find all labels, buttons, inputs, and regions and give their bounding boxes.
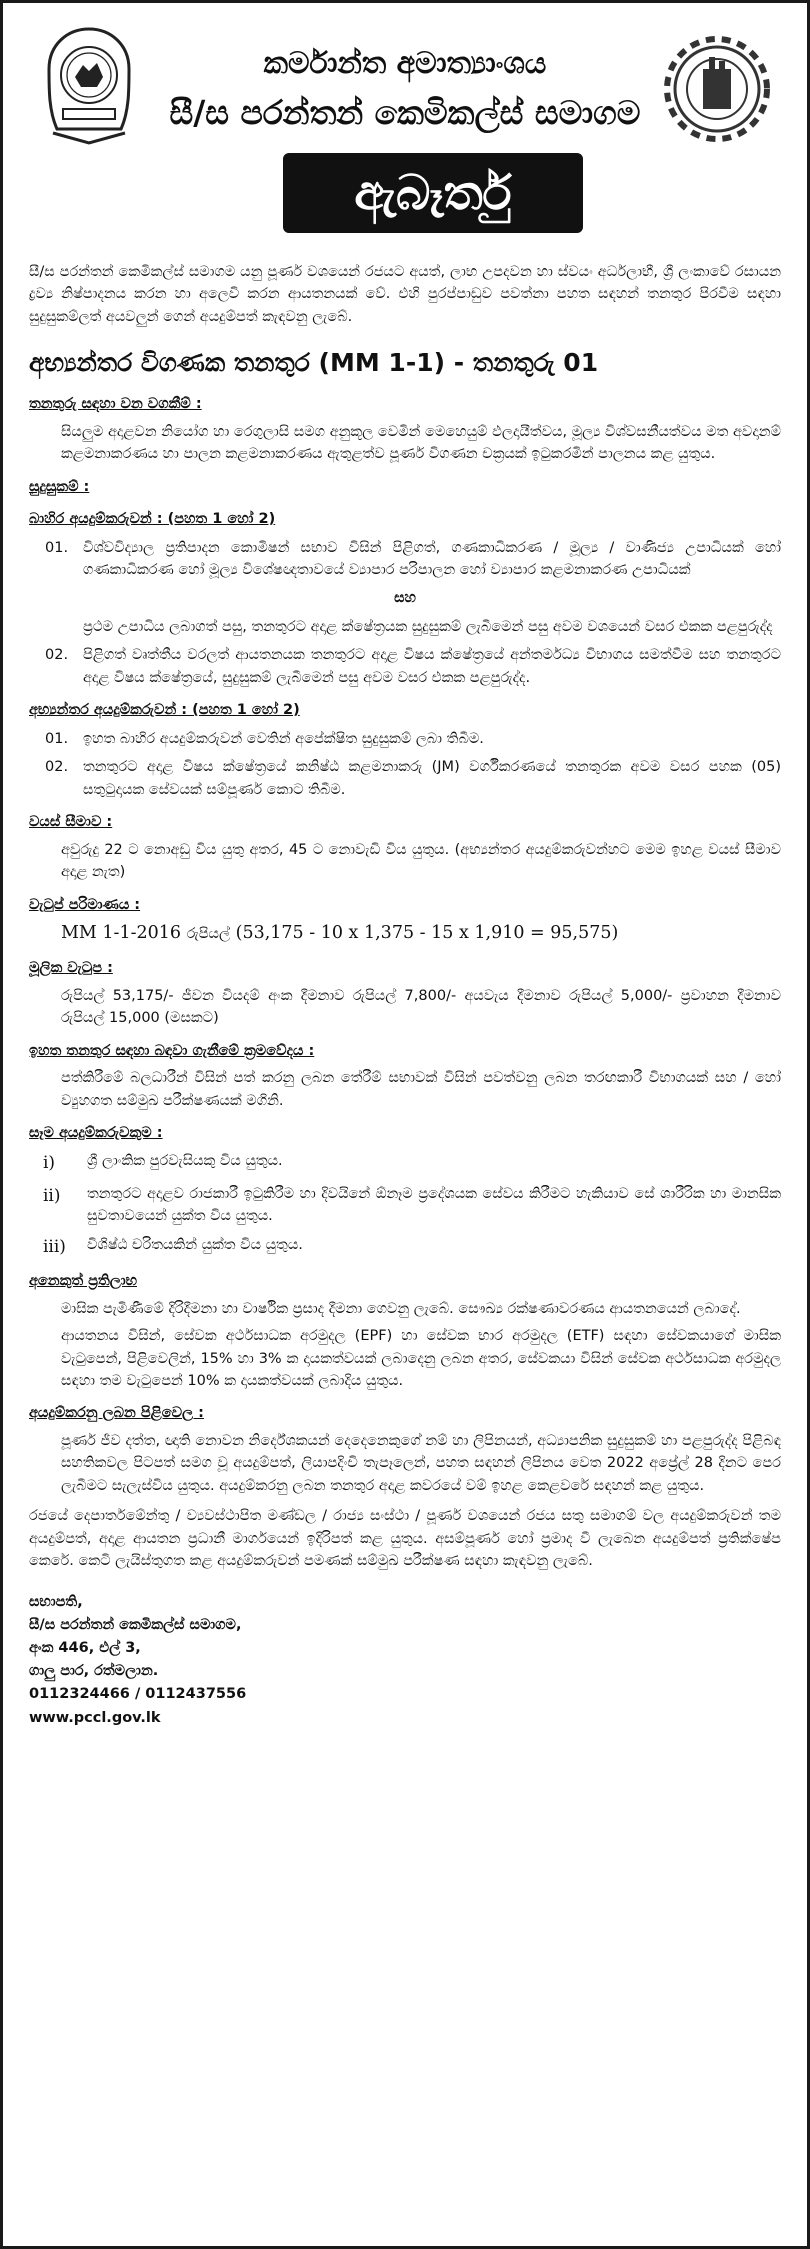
qualifications-heading: සුදුසුකම් : — [29, 478, 90, 495]
list-item — [29, 1150, 781, 1176]
address-line: ගාලු පාර, රත්මලාන. — [29, 1663, 159, 1680]
list-text: ඉහත බාහිර අයදුම්කරුවන් වෙතින් අපේක්ෂිත සුදුසුකම් ලබා තිබීම. — [83, 730, 484, 747]
salary-code: MM 1-1-2016 — [61, 923, 182, 944]
list-item — [29, 728, 781, 750]
salary-formula: (53,175 - 10 x 1,375 - 15 x 1,910 = 95,575) — [235, 923, 619, 944]
contact-address — [29, 1591, 781, 1730]
list-text: ශ්‍රී ලාංකික පුරවැසියකු විය යුතුය. — [87, 1153, 283, 1170]
address-line: සී/ස පරන්තන් කෙමිකල්ස් සමාගම, — [29, 1616, 242, 1633]
list-number: 01. — [45, 730, 69, 747]
vacancies-banner: ඇබෑර්තු — [283, 153, 583, 233]
general-requirements-heading: සෑම අයදුම්කරුවකුම : — [29, 1125, 163, 1141]
responsibilities-text: සියලුම අදාළවන නියෝග හා රෙගුලාසි සමග අනුකූල වෙමින් මෙහෙයුම් ඵලදායීත්වය, මූල්‍ය විශ්වසනීයත්වය මත අවදානම් කළමනාකරණය හා පාලන කළමනාකරණය ඇතුළත්ව පූර්ණ විගණන චක්‍රයක් ඉටුකරමින් පාලනය කළ යුතුය. — [61, 423, 781, 463]
other-benefits-heading: අනෙකුත් ප්‍රතිලාභ — [29, 1273, 138, 1290]
list-extra-text: ප්‍රථම උපාධිය ලබාගත් පසු, තනතුරට අදාළ ක්ෂේත්‍රයක සුදුසුකම් ලැබීමෙන් පසු අවම වශයෙන් වසර එකක පළපුරුද්ද — [83, 618, 773, 635]
internal-applicants-heading: අභ්‍යන්තර අයදුම්කරුවන් : (පහත 1 හෝ 2) — [29, 702, 300, 719]
address-line: සභාපති, — [29, 1593, 83, 1610]
intro-paragraph: සී/ස පරන්තන් කෙමිකල්ස් සමාගම යනු පූර්ණ වශයෙන් රජයට අයත්, ලාභ උපදවන හා ස්වයං අර්ධලාභී, ශ්‍රී ලංකාවේ රසායන ද්‍රව්‍ය නිෂ්පාදනය කරන හා අලෙවි කරන ආයතනයක් වේ. එහි පුරප්පාඩුව පවත්නා පහත සඳහන් තනතුර පිරවීම සඳහා සුදුසුකම්ලත් අයවලුන් ගෙන් අයදුම්පත් කැඳවනු ලැබේ. — [29, 264, 781, 325]
website-link[interactable]: www.pccl.gov.lk — [29, 1709, 161, 1726]
salary-scale-line — [29, 920, 781, 947]
benefits-paragraph-1: මාසික පැමිණීමේ දිරිදීමනා හා වාර්ෂික ප්‍රසාද දීමනා ගෙවනු ලැබේ. සෞඛ්‍ය රක්ෂණාවරණය ආයතනයෙන් ලබාදේ. — [61, 1300, 741, 1317]
benefits-paragraph-2: ආයතනය විසින්, සේවක අර්ථසාධක අරමුදල (EPF) හා සේවක භාර අරමුදල (ETF) සඳහා සේවකයාගේ මාසික වැටුපෙන්, පිළිවෙලින්, 15% හා 3% ක දායකත්වයක් ලබාදෙනු ලබන අතර, සේවකයා විසින් සේවක අර්ථසාධක අරමුදල සඳහා තම වැටුපෙන් 10% ක දායකත්වයක් ලබාදිය යුතුය. — [61, 1328, 781, 1389]
list-text: විශ්වවිද්‍යාල ප්‍රතිපාදන කොමිෂන් සභාව විසින් පිළිගත්, ගණකාධිකරණ / මූල්‍ය / වාණිජ්‍ය උපාධියක් හෝ ගණකාධිකරණ හෝ මූල්‍ය විශේෂඥතාවයේ ව්‍යාපාර පරිපාලන හෝ ව්‍යාපාර කළමනාකරණ උපාධියක් — [83, 539, 781, 578]
basic-salary-text: රුපියල් 53,175/- ජීවන වියදම් අංක දීමනාව රුපියල් 7,800/- අයවැය දීමනාව රුපියල් 5,000/- ප්‍රවාහන දීමනාව රුපියල් 15,000 (මසකට) — [61, 987, 781, 1027]
age-limit-heading: වයස් සීමාව : — [29, 814, 113, 831]
list-item — [29, 644, 781, 689]
phone-numbers: 0112324466 / 0112437556 — [29, 1686, 247, 1703]
ministry-title: කර්මාන්ත අමාත්‍යාංශය — [263, 46, 547, 81]
application-method-heading: අයදුම්කරනු ලබන පිළිවෙල : — [29, 1405, 204, 1422]
job-title: අභ්‍යන්තර විගණක තනතුර (MM 1-1) - තනතුරු 01 — [29, 348, 599, 378]
list-text: තනතුරට අදාළව රාජකාරී ඉටුකිරීම හා දිවයිනේ ඕනෑම ප්‍රදේශයක සේවය කිරීමට හැකියාව සේ ශාරීරික හා මානසික සුවතාවයෙන් යුක්ත විය යුතුය. — [87, 1185, 781, 1225]
list-item — [29, 1234, 781, 1260]
and-separator: සහ — [394, 590, 416, 607]
list-item — [29, 1183, 781, 1228]
age-limit-text: අවුරුදු 22 ට නොඅඩු විය යුතු අතර, 45 ට නොවැඩි විය යුතුය. (අභ්‍යන්තර අයදුම්කරුවන්හට මෙම ඉහළ වයස් සීමාව අදාළ නැත) — [61, 841, 781, 881]
application-method-text: පූර්ණ ජීව දත්ත, ඥාති නොවන නිර්දේශකයන් දෙදෙනෙකුගේ නම් හා ලිපිනයන්, අධ්‍යාපනික සුදුසුකම් හා පළපුරුද්ද පිළිබඳ සහතිකවල පිටපත් සමග වූ අයදුම්පත්, ලියාපදිංචි තැපෑලෙන්, පහත සඳහන් ලිපිනය වෙත 2022 අප්‍රේල් 28 දිනට පෙර ලැබීමට සැලැස්විය යුතුය. අයදුම්කරනු ලබන තනතුර අදාළ කවරයේ වම් ඉහළ කෙළවරේ සඳහන් කළ යුතුය. — [61, 1432, 781, 1494]
list-number: iii) — [43, 1236, 66, 1257]
address-line: අංක 446, එල් 3, — [29, 1640, 141, 1657]
salary-scale-heading: වැටුප් පරිමාණය : — [29, 896, 141, 913]
company-title: සී/ස පරන්තන් කෙමිකල්ස් සමාගම — [169, 93, 641, 132]
notice-paragraph: රජයේ දෙපාර්තමේන්තු / ව්‍යවස්ථාපිත මණ්ඩල / රාජ්‍ය සංස්ථා / පූර්ණ වශයෙන් රජය සතු සමාගම් වල අයදුම්කරුවන් තම අයදුම්පත්, අදාළ ආයතන ප්‍රධානී මාර්ගයෙන් ඉදිරිපත් කළ යුතුය. අසම්පූර්ණ හෝ ප්‍රමාද වී ලැබෙන අයදුම්පත් ප්‍රතික්ෂේප කෙරේ. කෙටි ලැයිස්තුගත කළ අයදුම්කරුවන් පමණක් සම්මුඛ පරීක්ෂණ සඳහා කැඳවනු ලැබේ. — [29, 1508, 781, 1570]
list-text: තනතුරට අදාළ විෂය ක්ෂේත්‍රයේ කනිෂ්ඨ කළමනාකරු (JM) වර්ගීකරණයේ තනතුරක අවම වසර පහක (05) සතුටුදායක සේවයක් සම්පූර්ණ කොට තිබීම. — [83, 759, 781, 798]
list-text: විශිෂ්ඨ චරිතයකින් යුක්ත විය යුතුය. — [87, 1236, 303, 1253]
list-item — [29, 537, 781, 582]
external-applicants-heading: බාහිර අයදුම්කරුවන් : (පහත 1 හෝ 2) — [29, 511, 276, 528]
basic-salary-heading: මූලික වැටුප : — [29, 960, 113, 977]
list-number: 02. — [45, 647, 69, 664]
header — [29, 3, 781, 253]
list-number: 02. — [45, 759, 69, 776]
recruitment-method-heading: ඉහත තනතුර සඳහා බඳවා ගැනීමේ ක්‍රමවේදය : — [29, 1042, 315, 1059]
list-number: i) — [43, 1153, 56, 1174]
list-number: ii) — [43, 1185, 61, 1206]
responsibilities-heading: තනතුරු සඳහා වන වගකීම් : — [29, 396, 202, 413]
recruitment-method-text: පත්කිරීමේ බලධාරීන් විසින් පත් කරනු ලබන තේරීම් සභාවක් විසින් පවත්වනු ලබන තරඟකාරී විභාගයක් සහ / හෝ ව්‍යුහගත සම්මුඛ පරීක්ෂණයක් මගිනි. — [61, 1070, 781, 1109]
list-text: පිළිගත් වෘත්තීය වරලත් ආයතනයක තනතුරට අදාළ විෂය ක්ෂේත්‍රයේ අන්තර්මධ්‍ය විභාගය සමත්වීම සහ තනතුරට අදාළ විෂය ක්ෂේත්‍රයේ, සුදුසුකම් ලැබීමෙන් පසු අවම වසර එකක පළපුරුද්ද. — [83, 647, 781, 686]
salary-unit: රුපියල් — [186, 926, 231, 943]
list-number: 01. — [45, 539, 69, 556]
list-item — [29, 756, 781, 801]
pccl-cog-logo-icon — [659, 31, 775, 147]
